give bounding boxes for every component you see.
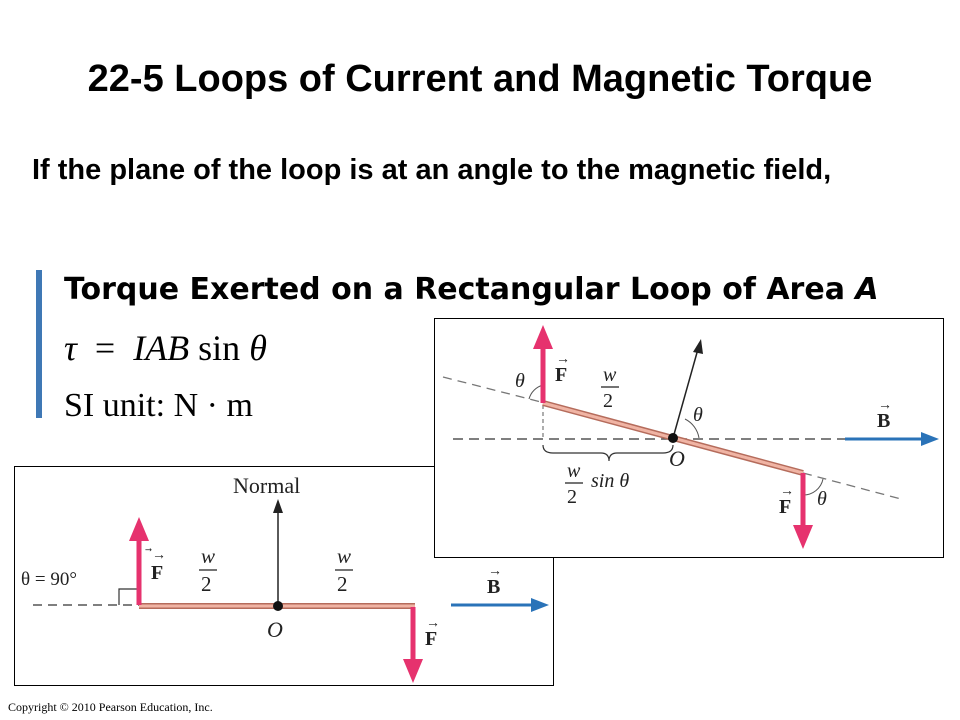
force-up-label: F: [555, 364, 568, 386]
vector-arrow-icon: →: [556, 352, 570, 367]
sin-function: sin: [198, 328, 241, 368]
slide-title: 22-5 Loops of Current and Magnetic Torque: [87, 58, 873, 100]
origin-label: O: [267, 617, 283, 642]
theta-label-left: θ: [515, 370, 525, 392]
normal-arrowhead-icon: [693, 339, 703, 354]
half-width-w: w: [603, 364, 617, 386]
si-unit: SI unit: N · m: [64, 387, 253, 424]
figure-loop-angled: [434, 318, 944, 558]
theta-label-center: θ: [693, 404, 703, 426]
field-arrowhead-icon: [531, 598, 549, 612]
right-angle-marker: [119, 589, 139, 605]
projection-sin-theta: sin θ: [591, 470, 630, 492]
normal-arrowhead-icon: [273, 499, 283, 513]
figure-angled-svg: [435, 319, 945, 559]
field-label: B: [877, 410, 891, 432]
equation-heading-var: A: [855, 272, 879, 307]
equation-accent-bar: [36, 270, 42, 418]
tau-symbol: τ: [64, 328, 77, 368]
force-down-label: F: [425, 628, 438, 650]
half-width-right-w: w: [337, 544, 352, 568]
half-width-left-w: w: [201, 544, 216, 568]
pivot-point-O: [668, 433, 678, 443]
half-width-2: 2: [603, 390, 613, 412]
copyright-notice: Copyright © 2010 Pearson Education, Inc.: [8, 700, 213, 714]
theta-label-right: θ: [817, 488, 827, 510]
body-text: If the plane of the loop is at an angle to the magnetic field,: [32, 154, 832, 186]
theta-symbol: θ: [249, 328, 267, 368]
theta-90-label: θ = 90°: [21, 569, 77, 590]
equation-heading: [64, 270, 879, 310]
half-width-right-2: 2: [337, 572, 348, 596]
projection-w: w: [567, 460, 581, 482]
pivot-point-O: [273, 601, 283, 611]
origin-label: O: [669, 446, 685, 471]
equation-heading-text: Torque Exerted on a Rectangular Loop of Area: [64, 272, 856, 307]
dashed-plane-line-left: [443, 377, 545, 403]
field-arrowhead-icon: [921, 432, 939, 446]
vector-arrow-icon: →: [426, 616, 440, 631]
iab-term: IAB: [133, 328, 190, 368]
vector-arrow-icon: →: [488, 564, 502, 579]
vector-arrow-icon: →: [780, 484, 794, 499]
equals-sign: =: [94, 328, 116, 368]
projection-brace: [543, 445, 673, 461]
vector-arrow-icon: ⃗→: [152, 548, 166, 563]
force-up-arrowhead-icon: [533, 325, 553, 349]
force-up-arrowhead-icon: [129, 517, 149, 541]
force-down-label: F: [779, 496, 792, 518]
force-down-arrowhead-icon: [793, 525, 813, 549]
projection-2: 2: [567, 486, 577, 508]
force-down-arrowhead-icon: [403, 659, 423, 683]
vector-arrow-icon: →: [878, 398, 892, 413]
force-up-label: F: [151, 562, 164, 584]
field-label: B: [487, 576, 501, 598]
normal-label: Normal: [233, 473, 301, 498]
half-width-left-2: 2: [201, 572, 212, 596]
torque-formula: [64, 326, 267, 370]
